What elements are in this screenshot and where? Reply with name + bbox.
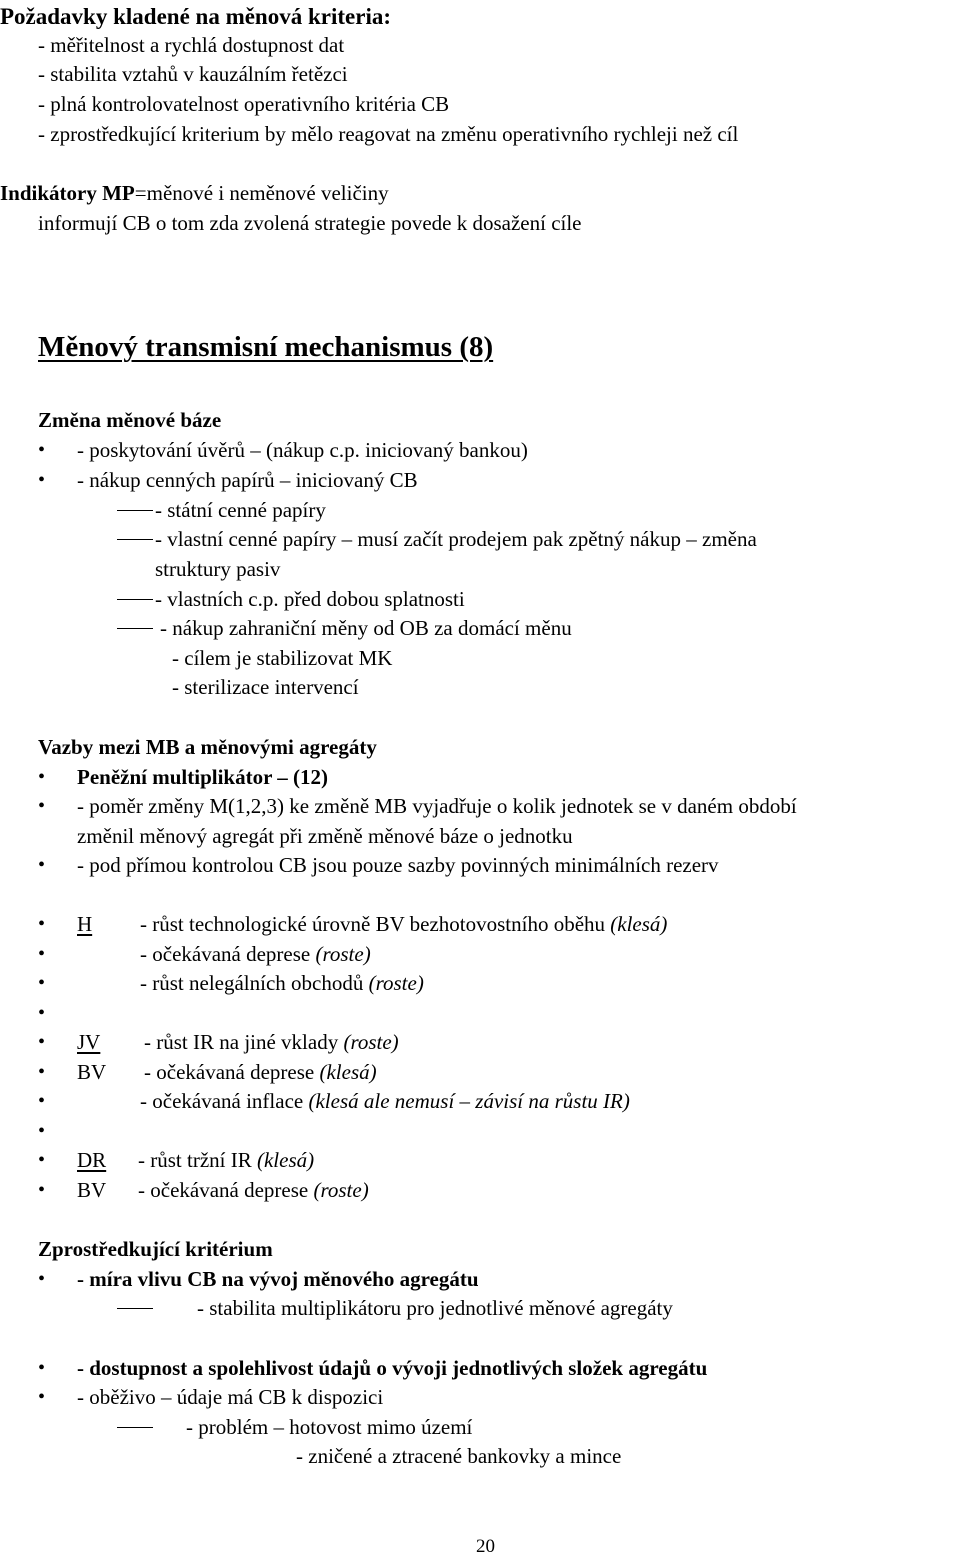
- sub-item-detail: - zničené a ztracené bankovky a mince: [296, 1444, 622, 1468]
- indicators-line: [0, 183, 389, 204]
- section-heading-aggregates: Vazby mezi MB a měnovými agregáty: [38, 735, 377, 759]
- list-item: - poměr změny M(1,2,3) ke změně MB vyjadřuje o kolik jednotek se v daném období: [77, 794, 797, 818]
- sub-item: - stabilita multiplikátoru pro jednotlivé měnové agregáty: [197, 1296, 673, 1320]
- factor-item: - růst technologické úrovně BV bezhotovostního oběhu (klesá): [140, 912, 668, 936]
- bullet-icon: •: [38, 1090, 46, 1112]
- list-item: - poskytování úvěrů – (nákup c.p. iniciovaný bankou): [77, 438, 528, 462]
- bullet-icon: •: [38, 1061, 46, 1083]
- bullet-icon: •: [38, 1149, 46, 1171]
- dash-icon: [117, 1427, 153, 1428]
- bullet-icon: •: [38, 469, 46, 491]
- bullet-icon: •: [38, 1120, 46, 1142]
- list-item: - míra vlivu CB na vývoj měnového agregátu: [77, 1267, 479, 1291]
- dash-icon: [117, 1308, 153, 1309]
- factor-label-h: H: [77, 912, 93, 936]
- factor-item: - očekávaná inflace (klesá ale nemusí – závisí na růstu IR): [140, 1089, 630, 1113]
- section-heading-monetary-base: Změna měnové báze: [38, 408, 222, 432]
- bullet-icon: •: [38, 1357, 46, 1379]
- bullet-icon: •: [38, 1002, 46, 1024]
- indicators-definition: =měnové i neměnové veličiny: [134, 181, 389, 205]
- factor-item: - růst nelegálních obchodů (roste): [140, 971, 424, 995]
- dash-icon: [117, 628, 153, 629]
- factor-item: - očekávaná deprese (klesá): [144, 1060, 377, 1084]
- bullet-icon: •: [38, 766, 46, 788]
- bullet-icon: •: [38, 854, 46, 876]
- requirement-item: - měřitelnost a rychlá dostupnost dat: [38, 33, 345, 57]
- sub-item-detail: - cílem je stabilizovat MK: [172, 646, 393, 670]
- bullet-icon: •: [38, 1268, 46, 1290]
- factor-item: - očekávaná deprese (roste): [140, 942, 371, 966]
- factor-label-bv: BV: [77, 1060, 107, 1084]
- sub-item: - státní cenné papíry: [155, 498, 326, 522]
- bullet-icon: •: [38, 913, 46, 935]
- list-item: - oběživo – údaje má CB k dispozici: [77, 1385, 384, 1409]
- sub-item: - vlastních c.p. před dobou splatnosti: [155, 587, 465, 611]
- list-item: - pod přímou kontrolou CB jsou pouze sazby povinných minimálních rezerv: [77, 853, 719, 877]
- bullet-icon: •: [38, 1179, 46, 1201]
- dash-icon: [117, 599, 153, 600]
- bullet-icon: •: [38, 1386, 46, 1408]
- bullet-icon: •: [38, 1031, 46, 1053]
- factor-item: - očekávaná deprese (roste): [138, 1178, 369, 1202]
- factor-item: - růst IR na jiné vklady (roste): [144, 1030, 399, 1054]
- bullet-icon: •: [38, 943, 46, 965]
- factor-item: - růst tržní IR (klesá): [138, 1148, 315, 1172]
- bullet-icon: •: [38, 439, 46, 461]
- page-number: 20: [476, 1536, 495, 1557]
- requirement-item: - plná kontrolovatelnost operativního kritéria CB: [38, 92, 450, 116]
- bullet-icon: •: [38, 795, 46, 817]
- page-title: Měnový transmisní mechanismus (8): [38, 331, 494, 363]
- requirement-item: - stabilita vztahů v kauzálním řetězci: [38, 62, 348, 86]
- list-item-continued: změnil měnový agregát při změně měnové báze o jednotku: [77, 824, 573, 848]
- section-heading-intermediate-criterion: Zprostředkující kritérium: [38, 1237, 273, 1261]
- section-heading-requirements: Požadavky kladené na měnová kriteria:: [0, 4, 391, 29]
- sub-item-detail: - sterilizace intervencí: [172, 675, 359, 699]
- list-item: - nákup cenných papírů – iniciovaný CB: [77, 468, 418, 492]
- sub-item: - vlastní cenné papíry – musí začít prodejem pak zpětný nákup – změna: [155, 527, 757, 551]
- list-item: - dostupnost a spolehlivost údajů o vývoji jednotlivých složek agregátu: [77, 1356, 708, 1380]
- dash-icon: [117, 539, 153, 540]
- list-item: Peněžní multiplikátor – (12): [77, 765, 329, 789]
- sub-item: - problém – hotovost mimo území: [186, 1415, 473, 1439]
- factor-label-jv: JV: [77, 1030, 101, 1054]
- sub-item-continued: struktury pasiv: [155, 557, 281, 581]
- bullet-icon: •: [38, 972, 46, 994]
- sub-item: - nákup zahraniční měny od OB za domácí měnu: [160, 616, 572, 640]
- dash-icon: [117, 510, 153, 511]
- indicators-label: Indikátory MP: [0, 181, 135, 205]
- indicators-description: informují CB o tom zda zvolená strategie povede k dosažení cíle: [38, 211, 582, 235]
- factor-label-bv: BV: [77, 1178, 107, 1202]
- factor-label-dr: DR: [77, 1148, 107, 1172]
- requirement-item: - zprostředkující kriterium by mělo reagovat na změnu operativního rychleji než cíl: [38, 122, 739, 146]
